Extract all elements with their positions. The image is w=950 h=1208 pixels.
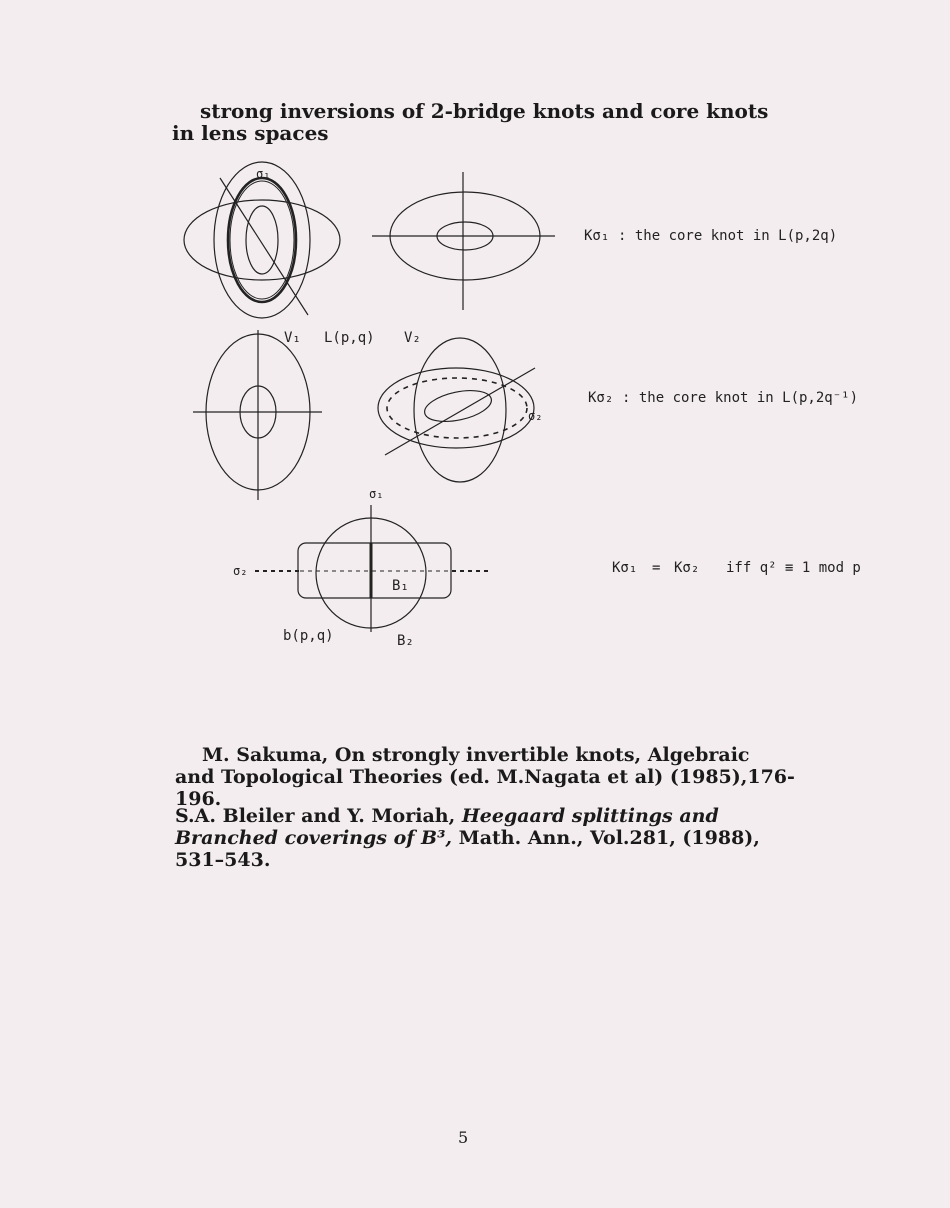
label-v1: V₁: [284, 330, 301, 346]
statement-k1-symbol: Kσ₁: [584, 228, 610, 244]
label-sigma1-bottom: σ₁: [369, 487, 384, 501]
label-sigma1-top: σ₁: [256, 167, 271, 181]
statement-k1-text: : the core knot in L(p,2q): [618, 228, 838, 244]
label-sigma2-mid: σ₂: [528, 409, 543, 423]
equivalence-condition: iff q² ≡ 1 mod p: [726, 560, 861, 576]
reference-bleiler-moriah: [175, 805, 795, 871]
section-heading: strong inversions of 2-bridge knots and core knots in lens spaces: [172, 99, 769, 145]
page-number: 5: [458, 1128, 469, 1147]
label-b2: B₂: [397, 633, 414, 649]
label-bpq: b(p,q): [283, 628, 334, 644]
equivalence-right: Kσ₂: [674, 560, 700, 576]
diagram-bottom: [255, 505, 490, 632]
diagram-middle-right: [378, 338, 535, 482]
diagram-top-middle: [372, 172, 555, 310]
statement-k2-symbol: Kσ₂: [588, 390, 614, 406]
reference-sakuma: M. Sakuma, On strongly invertible knots, Algebraic and Topological Theories (ed. M.Nagata et al) (1985),176-196.: [175, 744, 795, 810]
statement-k2-text: : the core knot in L(p,2q⁻¹): [622, 390, 859, 406]
label-lens-space: L(p,q): [324, 330, 375, 346]
reference-title: Heegaard splittings and Branched coverings of B³,: [175, 805, 719, 849]
equivalence-left: Kσ₁: [612, 560, 638, 576]
reference-authors: S.A. Bleiler and Y. Moriah,: [175, 805, 456, 827]
label-sigma2-left: σ₂: [233, 564, 248, 578]
diagram-top-left: [184, 162, 340, 318]
reference-journal: Math. Ann., Vol.281, (1988), 531–543.: [175, 827, 760, 871]
equivalence-sign: =: [652, 560, 661, 576]
diagram-middle-left: [193, 330, 322, 500]
label-v2: V₂: [404, 330, 421, 346]
label-b1: B₁: [392, 578, 409, 594]
